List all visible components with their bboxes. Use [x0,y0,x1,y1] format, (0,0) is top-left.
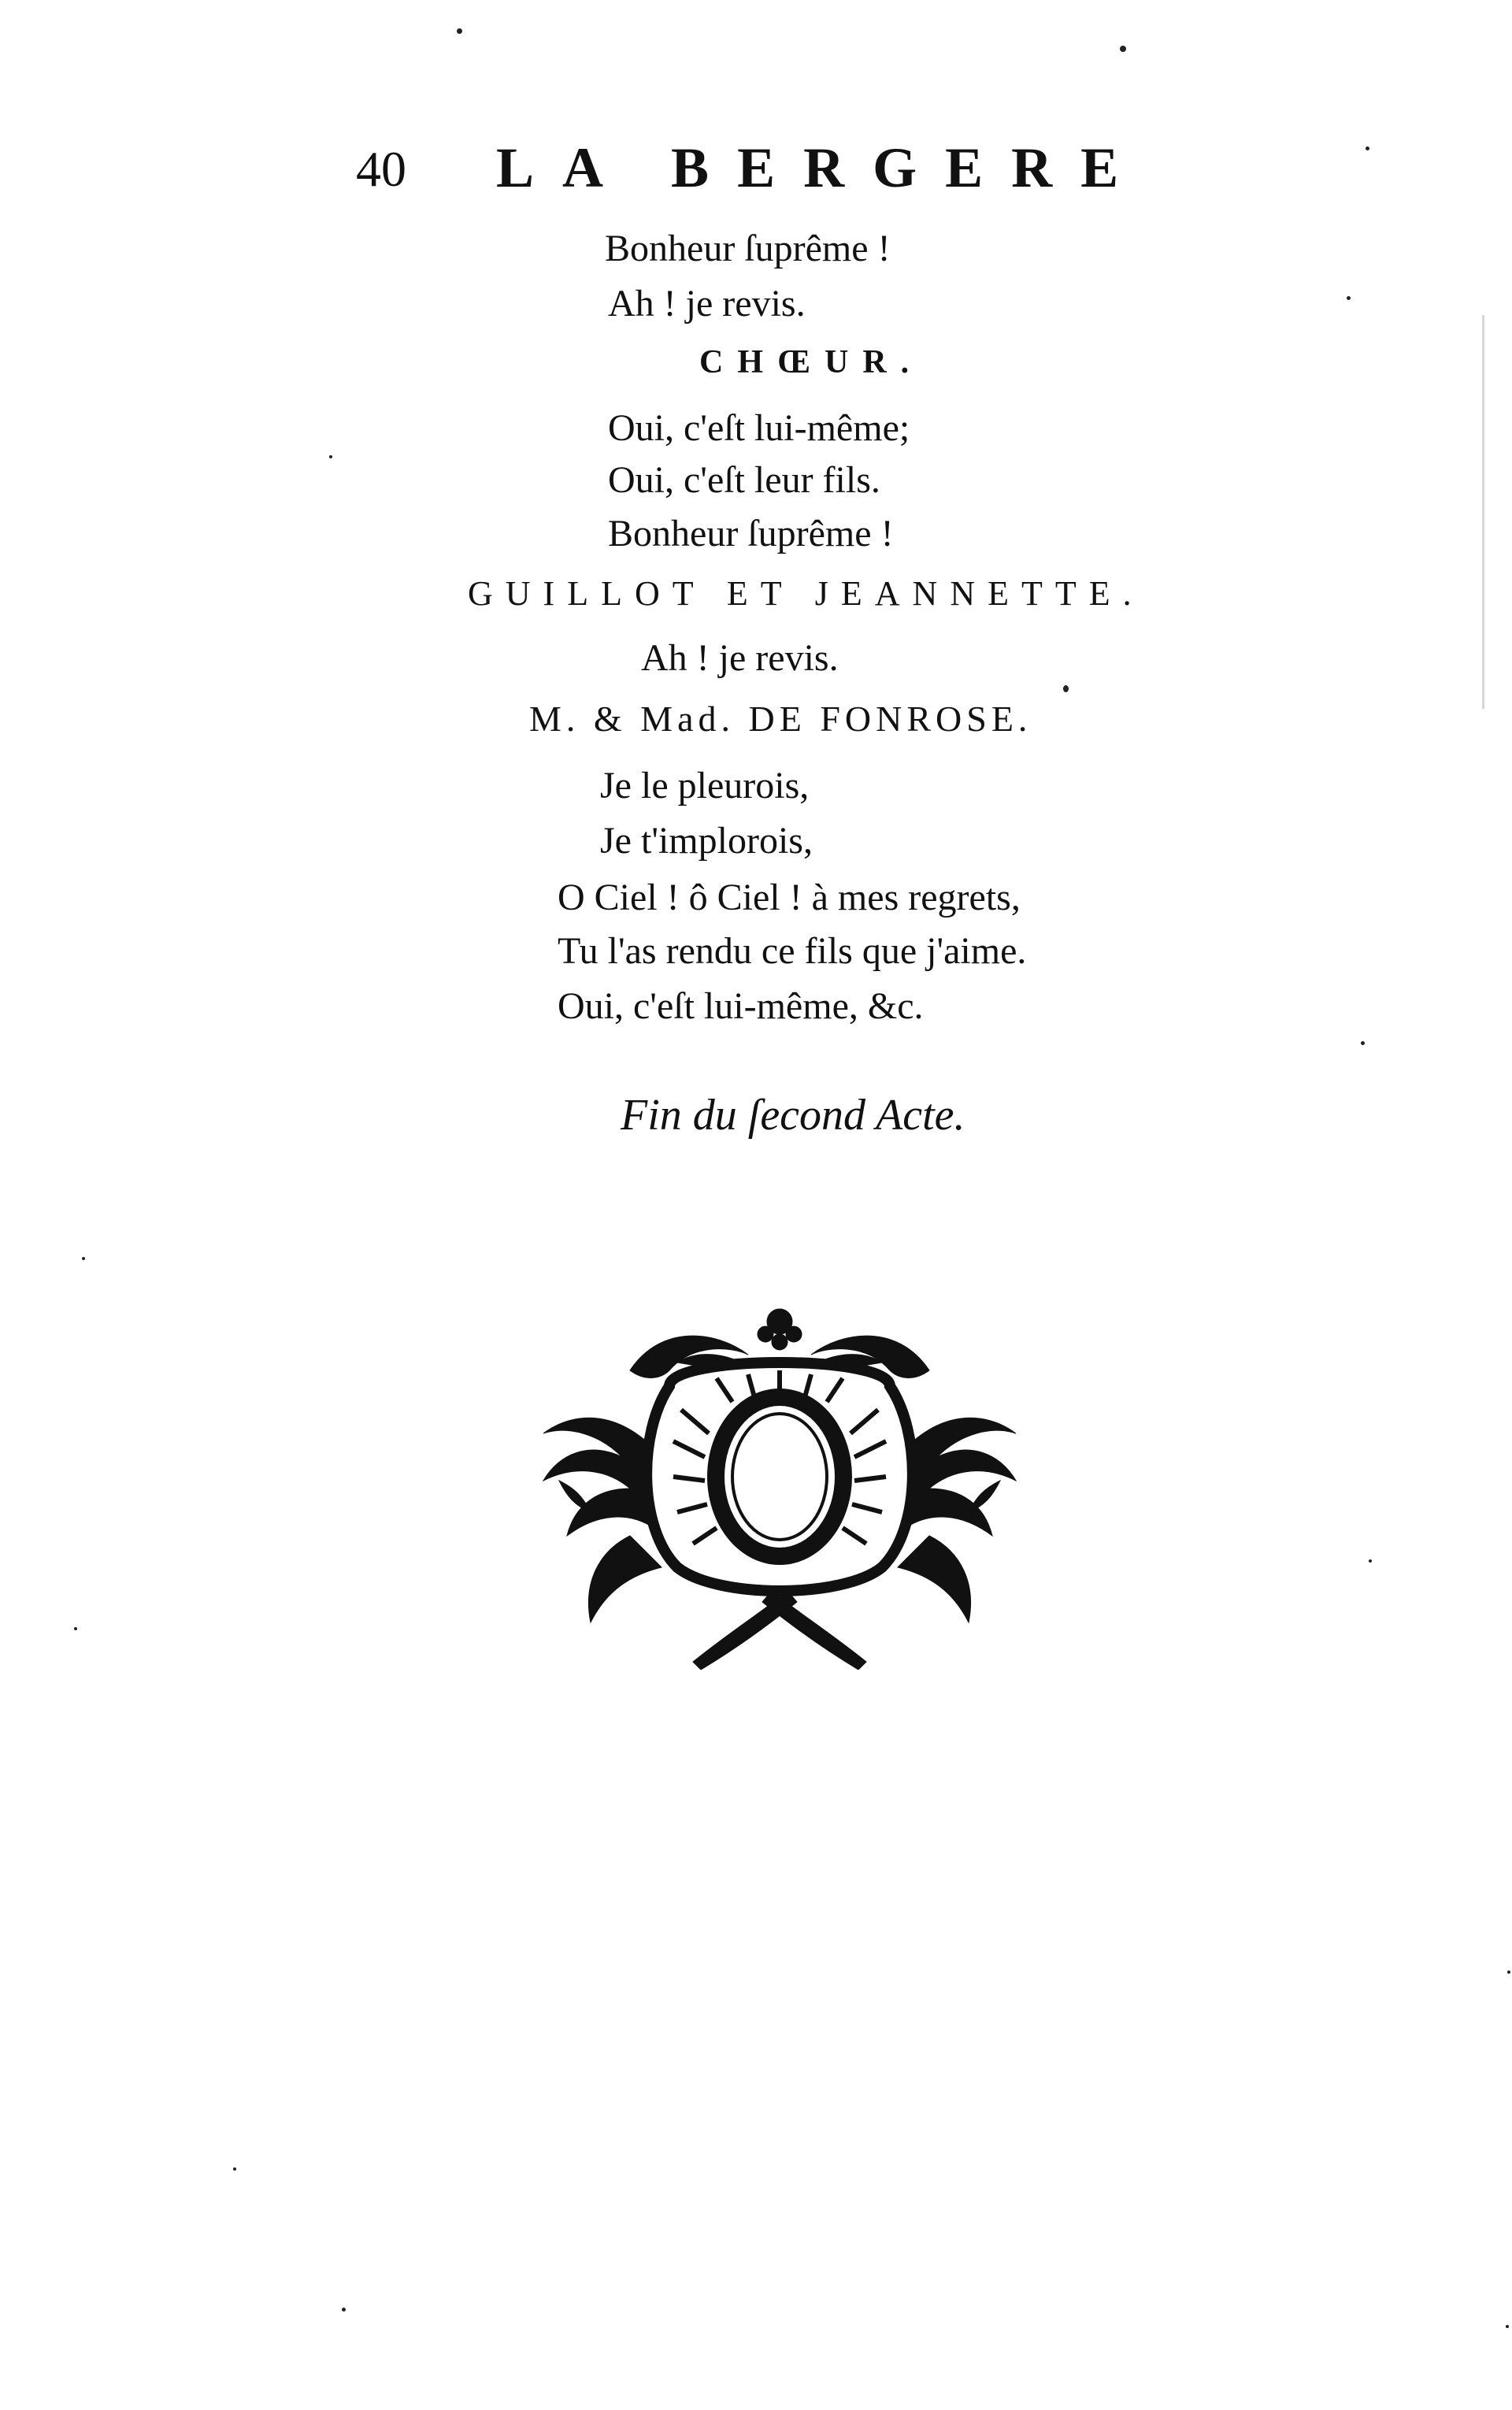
verse-line: Ah ! je revis. [608,283,806,324]
verse-line: Oui, c'eſt lui-même, &c. [558,985,924,1027]
speaker-heading-choeur: CHŒUR. [699,344,924,380]
paper-speck [1063,685,1069,692]
verse-line: Tu l'as rendu ce fils que j'aime. [558,930,1027,972]
paper-speck [1120,46,1126,52]
paper-speck [74,1627,77,1630]
verse-line: Je t'implorois, [600,820,813,862]
paper-speck [457,28,462,34]
paper-speck [1506,2325,1509,2328]
verse-line: Ah ! je revis. [641,637,839,679]
speaker-heading: GUILLOT ET JEANNETTE. [468,574,1144,613]
verse-line: Bonheur ſuprême ! [608,513,894,554]
verse-line: O Ciel ! ô Ciel ! à mes regrets, [558,877,1021,918]
speaker-heading: M. & Mad. DE FONROSE. [529,699,1032,739]
paper-speck [233,2167,236,2171]
rococo-cartouche-ornament-icon [512,1300,1047,1670]
page-edge-shadow [1482,315,1484,709]
paper-speck [1347,296,1351,300]
verse-line: Oui, c'eſt lui-même; [608,407,910,449]
paper-speck [1369,1559,1372,1563]
verse-line: Oui, c'eſt leur fils. [608,459,880,501]
paper-speck [329,455,332,458]
end-of-act-note: Fin du ſecond Acte. [621,1091,965,1140]
paper-speck [82,1257,85,1260]
running-title: LA BERGERE [496,136,1147,199]
paper-speck [342,2308,346,2312]
paper-speck [1507,1971,1510,1974]
paper-speck [1361,1041,1365,1045]
verse-line: Bonheur ſuprême ! [605,228,891,269]
verse-line: Je le pleurois, [600,765,810,806]
page-number: 40 [356,141,406,197]
paper-speck [1366,146,1369,150]
